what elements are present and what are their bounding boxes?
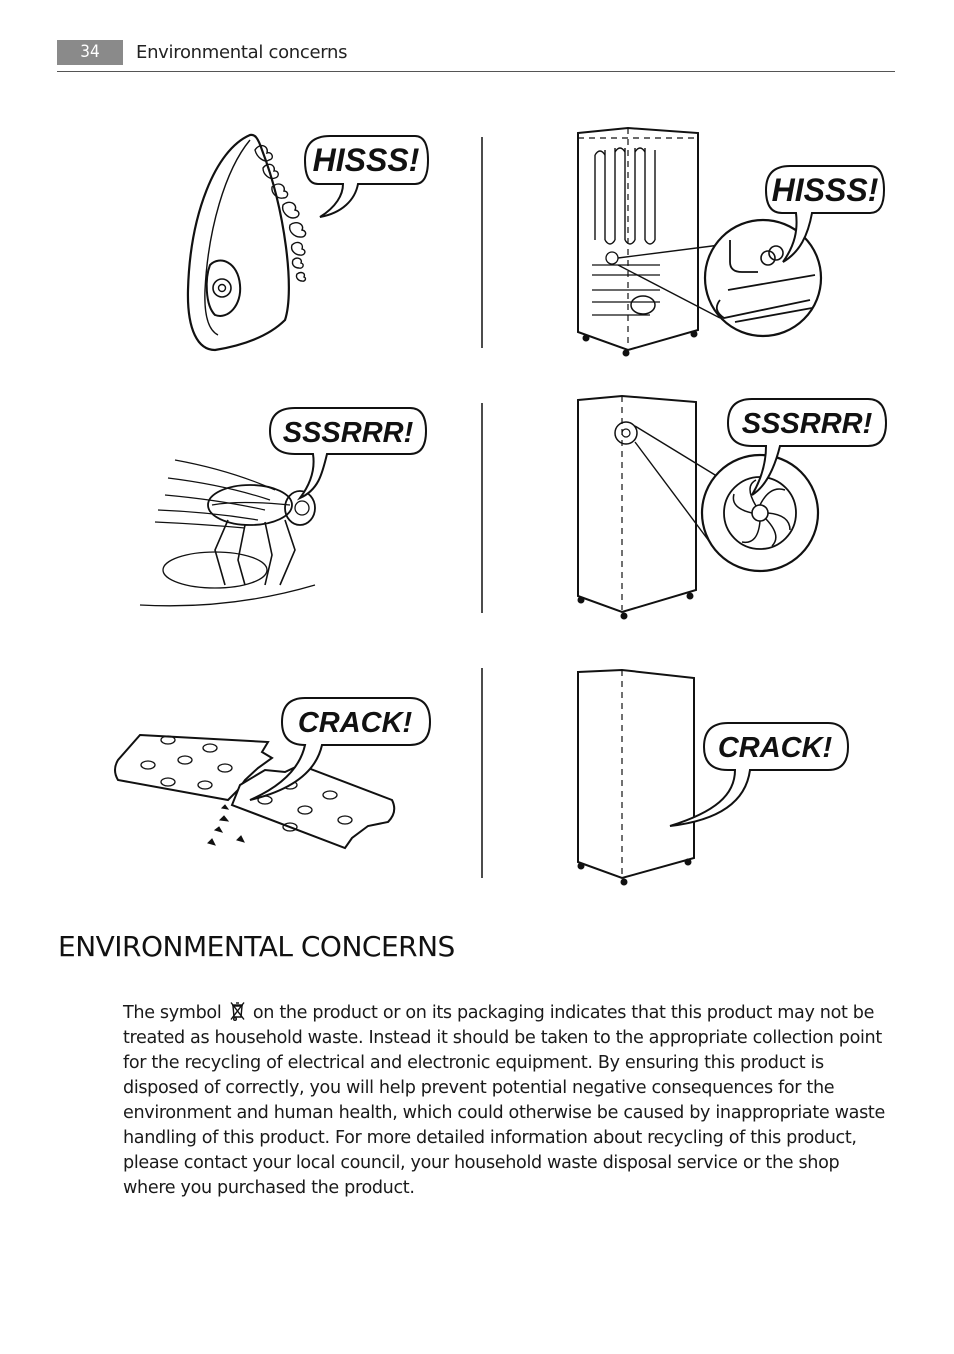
fridge-fan-icon [578,396,720,619]
fridge-fan-sound-text: SSSRRR! [741,408,873,440]
fly-sound-text: SSSRRR! [282,417,414,449]
cracker-sound-text: CRACK! [297,707,413,739]
section-paragraph [123,1001,893,1201]
crossed-out-wheeled-bin-icon [229,1001,246,1021]
fridge-back-sound-text: HISSS! [771,172,879,208]
fridge-front-sound-text: CRACK! [717,732,833,764]
cracker-icon [115,735,394,848]
section-title: ENVIRONMENTAL CONCERNS [58,930,455,963]
running-title: Environmental concerns [136,42,348,63]
paragraph-body: on the product or on its packaging indicates that this product may not be treated as household waste. Instead it should be taken to the appropriate collection point for the recycling of electrical and electronic equipment. By ensuring this product is disposed of correctly, you will help prevent potential negative consequences for the environment and human health, which could otherwise be caused by inappropriate waste handling of this product. For more detailed information about recycling of this product, please contact your local council, your household waste disposal service or the shop where you purchased the product. [123,1003,885,1198]
paragraph-lead: The symbol [123,1003,222,1023]
page-number: 34 [57,40,123,65]
fly-icon [140,460,315,606]
fridge-back-icon [578,128,720,356]
magnified-fan-icon [702,455,818,571]
fridge-front-icon [578,670,694,885]
iron-sound-text: HISSS! [312,142,420,178]
